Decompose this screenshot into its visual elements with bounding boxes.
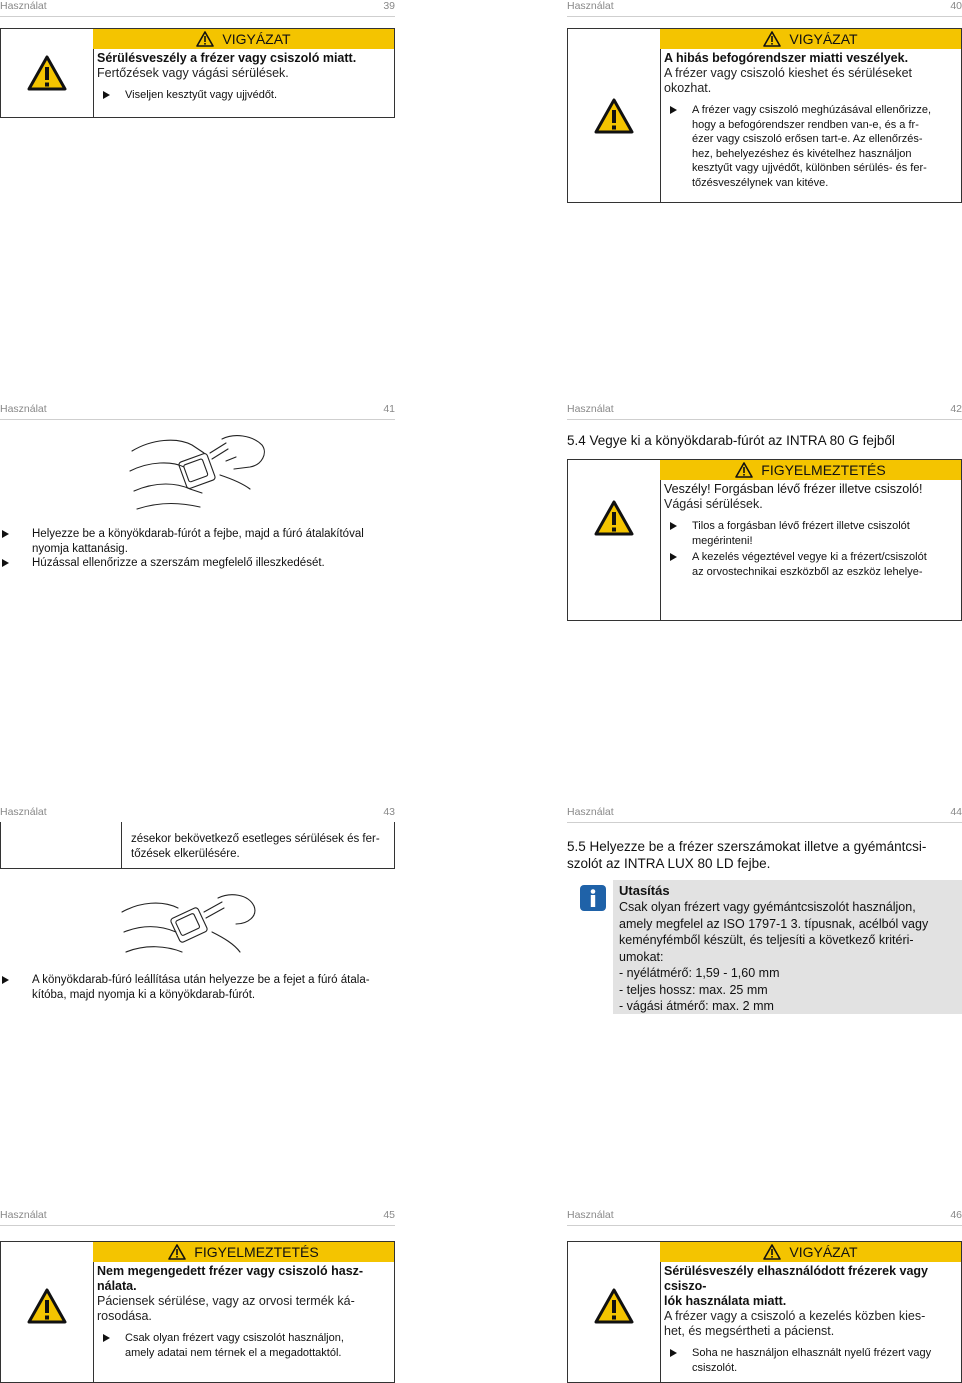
instruction-bullet: Viseljen kesztyűt vagy ujjvédőt. [97, 88, 390, 103]
bullet-arrow-icon [670, 553, 677, 561]
page-number: 45 [383, 1209, 395, 1221]
continued-text-line: zésekor bekövetkező esetleges sérülések és fer- [131, 833, 380, 845]
page-42 [567, 403, 962, 587]
header-title: Használat [0, 806, 47, 818]
warning-triangle-icon [27, 1288, 67, 1324]
bullet-arrow-icon [670, 522, 677, 530]
header-title: Használat [0, 403, 47, 415]
handpiece-removal-illustration [112, 882, 262, 972]
warning-banner [660, 1242, 961, 1262]
instruction-bullet: Csak olyan frézert vagy csiszolót használjon, amely adatai nem térnek el a megadottaktól. [97, 1331, 390, 1360]
page-header [0, 403, 395, 420]
hazard-consequence-line: rosodása. [97, 1309, 152, 1323]
instruction-bullet: A könyökdarab-fúró leállítása után helyezze be a fejet a fúró átala- kítóba, majd nyomja ki a könyökdarab-fúrót. [0, 973, 395, 1002]
hazard-title: Veszély! Forgásban lévő frézer illetve csiszoló! [664, 482, 923, 496]
hazard-title-line: Sérülésveszély elhasználódott frézerek vagy csiszo- [664, 1264, 929, 1293]
page-header [0, 1209, 395, 1226]
info-line: keményfémből készült, és teljesíti a következő kritéri- [619, 933, 914, 947]
info-line: - nyélátmérő: 1,59 - 1,60 mm [619, 966, 780, 980]
page-number: 44 [950, 806, 962, 818]
page-46 [567, 1209, 962, 1375]
warning-box [567, 459, 962, 621]
info-line: Csak olyan frézert vagy gyémántcsiszolót használjon, [619, 900, 916, 914]
warning-box [567, 28, 962, 203]
page-header [567, 1209, 962, 1226]
warning-content [660, 1242, 961, 1375]
warning-box-continued [0, 822, 395, 869]
section-heading: 5.5 Helyezze be a frézer szerszámokat illetve a gyémántcsi- szolót az INTRA LUX 80 LD fejbe. [567, 839, 927, 871]
page-40 [567, 0, 962, 300]
instruction-bullet: Soha ne használjon elhasznált nyelű frézert vagy csiszolót. [664, 1346, 957, 1375]
warning-content [93, 29, 394, 103]
warning-small-icon [763, 1244, 781, 1260]
instruction-bullet: Helyezze be a könyökdarab-fúrót a fejbe, majd a fúró átalakítóval nyomja kattanásig. [0, 527, 395, 556]
instruction-bullet: Húzással ellenőrizze a szerszám megfelelő illeszkedését. [0, 556, 395, 571]
hazard-title-line: lók használata miatt. [664, 1294, 787, 1308]
banner-label: FIGYELMEZTETÉS [194, 1244, 319, 1260]
info-title: Utasítás [619, 883, 670, 898]
hazard-consequence-line: A frézer vagy csiszoló kieshet és sérüléseket [664, 66, 913, 80]
hazard-consequence-line: okozhat. [664, 81, 712, 95]
section-heading: 5.4 Vegye ki a könyökdarab-fúrót az INTRA 80 G fejből [567, 433, 895, 448]
hazard-consequence-line: het, és megsértheti a pácienst. [664, 1324, 835, 1338]
continued-text-line: tőzések elkerülésére. [131, 847, 240, 860]
bullet-arrow-icon [103, 91, 110, 99]
warning-triangle-icon [594, 98, 634, 134]
header-title: Használat [567, 1209, 614, 1221]
warning-symbol-cell [1, 29, 94, 117]
info-line: - vágási átmérő: max. 2 mm [619, 999, 774, 1013]
bullet-arrow-icon [670, 106, 677, 114]
header-title: Használat [567, 0, 614, 12]
header-title: Használat [567, 403, 614, 415]
page-39 [0, 0, 395, 300]
warning-triangle-icon [594, 500, 634, 536]
banner-label: FIGYELMEZTETÉS [761, 462, 886, 478]
page-header [0, 0, 395, 17]
hazard-consequence: Vágási sérülések. [664, 497, 763, 511]
page-44 [567, 806, 962, 1026]
hazard-consequence-line: Páciensek sérülése, vagy az orvosi termék ká- [97, 1294, 355, 1308]
info-line: amely megfelel az ISO 1797-1 3. típusnak, acélból vagy [619, 916, 929, 931]
warning-symbol-cell [568, 460, 661, 620]
banner-label: VIGYÁZAT [222, 31, 291, 47]
info-icon [579, 884, 607, 912]
hazard-title: Sérülésveszély a frézer vagy csiszoló miatt. [97, 51, 357, 65]
warning-small-icon [196, 31, 214, 47]
warning-small-icon [168, 1244, 186, 1260]
warning-banner [660, 29, 961, 49]
hazard-title-line: Nem megengedett frézer vagy csiszoló hasz- [97, 1264, 364, 1278]
page-number: 41 [383, 403, 395, 415]
warning-triangle-icon [594, 1288, 634, 1324]
bullet-arrow-icon [103, 1334, 110, 1342]
instruction-bullet: A frézer vagy csiszoló meghúzásával ellenőrizze, hogy a befogórendszer rendben van-e, és a fr- ézer vagy csiszoló erősen tart-e. Az ellenőrzés- hez, behelyezéshez és kivételhez használjon kesztyűt vagy ujjvédőt, különben sérülés- és fer- tőzésveszélynek van kitéve. [664, 103, 957, 190]
info-line: - teljes hossz: max. 25 mm [619, 982, 768, 997]
handpiece-insertion-illustration [122, 431, 272, 521]
hazard-consequence-line: A frézer vagy a csiszoló a kezelés közben kies- [664, 1309, 926, 1323]
warning-banner [93, 29, 394, 49]
page-45 [0, 1209, 395, 1375]
warning-content [660, 29, 961, 190]
page-header [0, 806, 395, 823]
page-41 [0, 403, 395, 603]
warning-box [0, 28, 395, 118]
page-header [567, 403, 962, 420]
warning-content [121, 822, 394, 861]
header-title: Használat [567, 806, 614, 818]
warning-small-icon [735, 462, 753, 478]
warning-content [660, 460, 961, 579]
warning-content [93, 1242, 394, 1360]
bullet-arrow-icon [2, 559, 9, 567]
page-number: 42 [950, 403, 962, 415]
header-title: Használat [0, 1209, 47, 1221]
warning-banner [93, 1242, 394, 1262]
info-line: umokat: [619, 949, 664, 964]
header-title: Használat [0, 0, 47, 12]
hazard-consequence: Fertőzések vagy vágási sérülések. [97, 66, 289, 80]
bullet-arrow-icon [670, 1349, 677, 1357]
bullet-arrow-icon [2, 530, 9, 538]
page-number: 46 [950, 1209, 962, 1221]
page-header [567, 0, 962, 17]
warning-box [567, 1241, 962, 1383]
page-number: 43 [383, 806, 395, 818]
hazard-title-line: nálata. [97, 1279, 137, 1293]
instruction-bullet: Tilos a forgásban lévő frézert illetve csiszolót megérinteni! [664, 519, 957, 548]
warning-triangle-icon [27, 55, 67, 91]
warning-small-icon [763, 31, 781, 47]
warning-box [0, 1241, 395, 1383]
info-symbol-cell [579, 884, 607, 912]
info-box [613, 880, 962, 1014]
warning-symbol-cell [568, 1242, 661, 1382]
page-number: 40 [950, 0, 962, 12]
warning-banner [660, 460, 961, 480]
warning-symbol-cell [1, 1242, 94, 1382]
warning-symbol-cell [568, 29, 661, 202]
banner-label: VIGYÁZAT [789, 31, 858, 47]
bullet-arrow-icon [2, 976, 9, 984]
instruction-bullet: A kezelés végeztével vegye ki a frézert/csiszolót az orvostechnikai eszközből az eszköz lehelye- [664, 550, 957, 579]
banner-label: VIGYÁZAT [789, 1244, 858, 1260]
hazard-title: A hibás befogórendszer miatti veszélyek. [664, 51, 909, 65]
warning-symbol-cell [1, 822, 122, 868]
page-43 [0, 806, 395, 1026]
page-header [567, 806, 962, 823]
page-number: 39 [383, 0, 395, 12]
